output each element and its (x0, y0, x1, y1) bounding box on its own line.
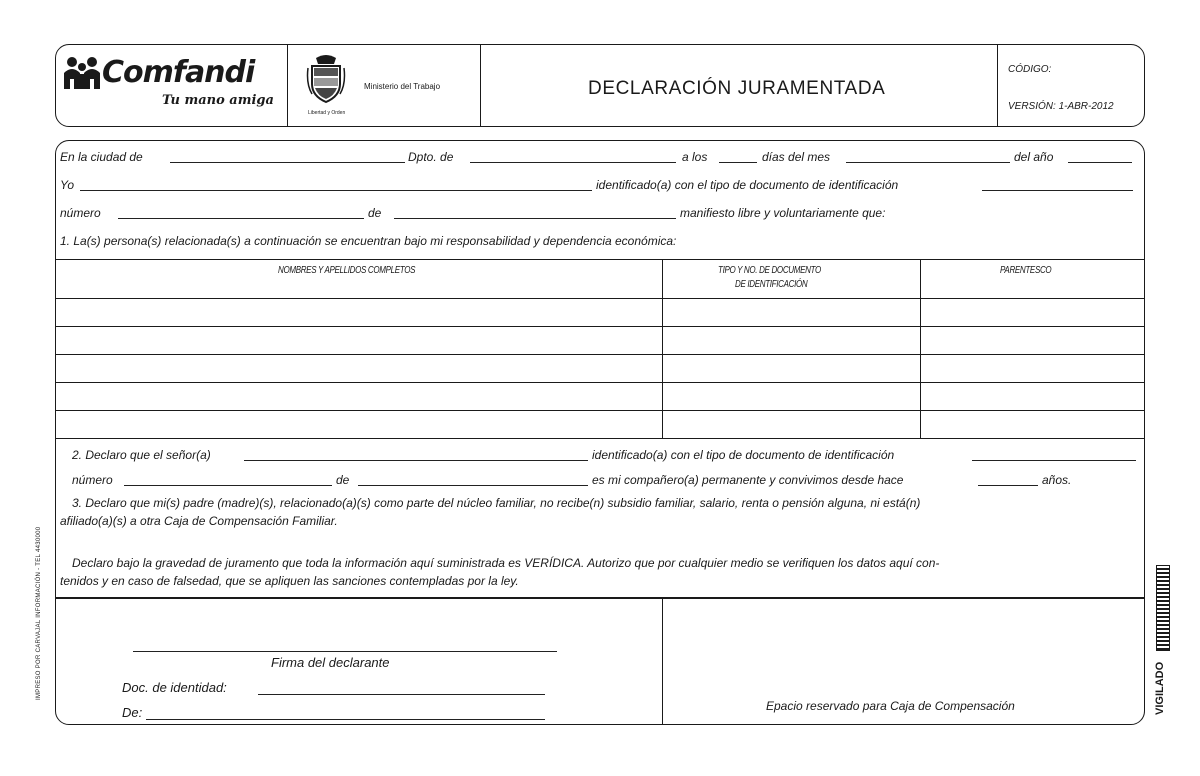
table-bottom-border (56, 438, 1144, 439)
table-row[interactable] (57, 328, 1143, 353)
field-number[interactable] (118, 218, 364, 219)
field-city[interactable] (170, 162, 405, 163)
reserved-space-label: Epacio reservado para Caja de Compensación (766, 699, 1015, 713)
reserved-space-area (665, 600, 1143, 695)
label-days: a los (682, 150, 708, 164)
label-partner-number: número (72, 473, 113, 487)
vigilado-stamp (1150, 565, 1174, 715)
field-partner-number[interactable] (124, 485, 332, 486)
statement-3-cont: afiliado(a)(s) a otra Caja de Compensación Familiar. (60, 514, 338, 528)
label-number: número (60, 206, 101, 220)
oath-statement-cont: tenidos y en caso de falsedad, que se apliquen las sanciones contempladas por la ley. (60, 574, 519, 588)
signature-line[interactable] (133, 651, 557, 652)
label-year: del año (1014, 150, 1054, 164)
field-days[interactable] (719, 162, 757, 163)
label-city: En la ciudad de (60, 150, 143, 164)
comfandi-logo (62, 55, 277, 117)
label-partner-statement: es mi compañero(a) permanente y convivimos desde hace (592, 473, 904, 487)
header-divider (480, 45, 481, 126)
field-years[interactable] (978, 485, 1038, 486)
col-header-doc-l1: TIPO Y NO. DE DOCUMENTO (718, 265, 821, 276)
label-month: días del mes (762, 150, 831, 164)
field-month[interactable] (846, 162, 1010, 163)
version-label: VERSIÓN: 1-ABR-2012 (1008, 101, 1114, 112)
code-label: CÓDIGO: (1008, 64, 1052, 75)
vigilado-text: VIGILADO (1154, 661, 1166, 715)
ministry-motto: Libertad y Orden (308, 110, 346, 116)
supersubsidio-logo (1156, 565, 1170, 651)
statement-2: 2. Declaro que el señor(a) (72, 448, 211, 462)
field-partner-name[interactable] (244, 460, 588, 461)
col-header-doc-l2: DE IDENTIFICACIÓN (735, 279, 808, 290)
label-yo: Yo (60, 178, 75, 192)
field-name[interactable] (80, 190, 592, 191)
table-row[interactable] (57, 412, 1143, 437)
brand-slogan: Tu mano amiga (162, 93, 274, 108)
field-issued-in[interactable] (394, 218, 676, 219)
table-top-border (56, 259, 1144, 260)
signature-top-border (56, 597, 1144, 599)
field-id-doc[interactable] (258, 694, 545, 695)
field-partner-doc-type[interactable] (972, 460, 1136, 461)
label-id-doc: Doc. de identidad: (122, 680, 227, 695)
label-partner-of: de (336, 473, 350, 487)
brand-name: Comfandi (102, 55, 255, 90)
label-partner-identified: identificado(a) con el tipo de documento de identificación (592, 448, 895, 462)
label-of: de (368, 206, 382, 220)
signature-label: Firma del declarante (271, 655, 390, 670)
label-identified: identificado(a) con el tipo de documento de identificación (596, 178, 899, 192)
label-years: años. (1042, 473, 1072, 487)
field-doc-type[interactable] (982, 190, 1133, 191)
field-dept[interactable] (470, 162, 676, 163)
family-icon (62, 55, 102, 91)
oath-statement: Declaro bajo la gravedad de juramento que toda la información aquí suministrada es VERÍDICA. Autorizo que por cualquier medio se verifiquen los datos aquí con- (72, 556, 940, 570)
header-divider (287, 45, 288, 126)
header-divider (997, 45, 998, 126)
field-year[interactable] (1068, 162, 1132, 163)
label-dept: Dpto. de (408, 150, 454, 164)
coat-of-arms-icon (306, 54, 346, 104)
col-header-relation: PARENTESCO (1000, 265, 1052, 276)
col-header-names: NOMBRES Y APELLIDOS COMPLETOS (278, 265, 416, 276)
table-row[interactable] (57, 384, 1143, 409)
table-row[interactable] (57, 356, 1143, 381)
field-from[interactable] (146, 719, 545, 720)
statement-1: 1. La(s) persona(s) relacionada(s) a continuación se encuentran bajo mi responsabilidad y dependencia económica: (60, 234, 677, 248)
statement-3: 3. Declaro que mi(s) padre (madre)(s), relacionado(a)(s) como parte del núcleo familiar, no recibe(n) subsidio familiar, salario, renta o pensión alguna, ni está(n) (72, 496, 921, 510)
label-manifest: manifiesto libre y voluntariamente que: (680, 206, 886, 220)
table-row[interactable] (57, 300, 1143, 325)
printer-imprint: IMPRESO POR CARVAJAL INFORMACIÓN - TEL 4430000 (36, 526, 42, 700)
signature-divider (662, 598, 663, 724)
page-title: DECLARACIÓN JURAMENTADA (588, 78, 886, 99)
label-from: De: (122, 705, 143, 720)
ministry-logo (300, 52, 475, 120)
field-partner-issued[interactable] (358, 485, 588, 486)
ministry-name: Ministerio del Trabajo (364, 82, 441, 91)
